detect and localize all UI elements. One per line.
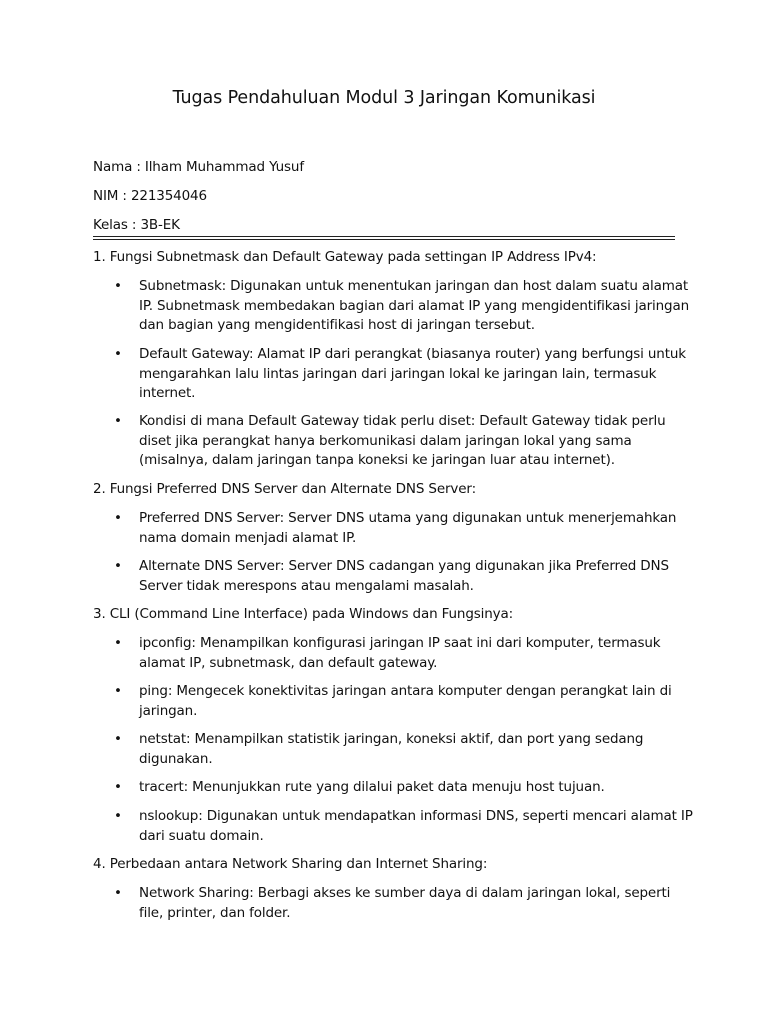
- list-item-3-1: [139, 634, 679, 673]
- section-heading-3: 3. CLI (Command Line Interface) pada Windows dan Fungsinya:: [93, 606, 513, 622]
- list-item-line: Kondisi di mana Default Gateway tidak perlu diset: Default Gateway tidak perlu: [139, 413, 666, 429]
- list-item-3-2: [139, 682, 679, 721]
- list-item-line: Server tidak merespons atau mengalami masalah.: [139, 577, 474, 594]
- list-item-line: ping: Mengecek konektivitas jaringan antara komputer dengan perangkat lain di: [139, 683, 672, 699]
- list-item-1-2: [139, 345, 686, 404]
- list-item-line: internet.: [139, 385, 196, 402]
- list-item-line: diset jika perangkat hanya berkomunikasi dalam jaringan lokal yang sama: [139, 432, 632, 449]
- list-item-line: digunakan.: [139, 750, 213, 767]
- list-item-line: (misalnya, dalam jaringan tanpa koneksi ke jaringan luar atau internet).: [139, 452, 615, 469]
- bullet-1-1: •: [114, 278, 122, 294]
- section-heading-1: 1. Fungsi Subnetmask dan Default Gateway pada settingan IP Address IPv4:: [93, 249, 597, 265]
- list-item-line: Preferred DNS Server: Server DNS utama yang digunakan untuk menerjemahkan: [139, 510, 677, 526]
- bullet-4-1: •: [114, 885, 122, 901]
- section-heading-4: 4. Perbedaan antara Network Sharing dan Internet Sharing:: [93, 856, 488, 872]
- bullet-1-2: •: [114, 346, 122, 362]
- list-item-line: file, printer, dan folder.: [139, 904, 291, 921]
- list-item-line: Alternate DNS Server: Server DNS cadangan yang digunakan jika Preferred DNS: [139, 558, 669, 574]
- list-item-1-3: [139, 412, 679, 471]
- bullet-3-4: •: [114, 779, 122, 795]
- double-rule-top: [93, 236, 675, 237]
- identity-nim: NIM : 221354046: [93, 188, 207, 204]
- list-item-4-1: [139, 884, 679, 923]
- list-item-line: ipconfig: Menampilkan konfigurasi jaringan IP saat ini dari komputer, termasuk: [139, 635, 661, 651]
- list-item-line: nama domain menjadi alamat IP.: [139, 529, 357, 546]
- list-item-2-1: [139, 509, 679, 548]
- list-item-1-1: [139, 277, 689, 336]
- list-item-line: IP. Subnetmask membedakan bagian dari alamat IP yang mengidentifikasi jaringan: [139, 297, 689, 314]
- list-item-3-3: [139, 730, 679, 769]
- identity-nama: Nama : Ilham Muhammad Yusuf: [93, 159, 304, 175]
- bullet-2-1: •: [114, 510, 122, 526]
- double-rule-bottom: [93, 239, 675, 240]
- list-item-line: dan bagian yang mengidentifikasi host di jaringan tersebut.: [139, 317, 535, 334]
- list-item-line: mengarahkan lalu lintas jaringan dari jaringan lokal ke jaringan lain, termasuk: [139, 365, 657, 382]
- list-item-line: alamat IP, subnetmask, dan default gateway.: [139, 654, 438, 671]
- list-item-line: Subnetmask: Digunakan untuk menentukan jaringan dan host dalam suatu alamat: [139, 278, 689, 294]
- document-title: Tugas Pendahuluan Modul 3 Jaringan Komunikasi: [172, 88, 596, 108]
- list-item-line: nslookup: Digunakan untuk mendapatkan informasi DNS, seperti mencari alamat IP: [139, 808, 693, 824]
- list-item-line: jaringan.: [139, 702, 198, 719]
- bullet-3-5: •: [114, 808, 122, 824]
- list-item-line: Network Sharing: Berbagi akses ke sumber daya di dalam jaringan lokal, seperti: [139, 885, 671, 901]
- list-item-2-2: [139, 557, 679, 596]
- list-item-line: tracert: Menunjukkan rute yang dilalui paket data menuju host tujuan.: [139, 779, 605, 795]
- section-heading-2: 2. Fungsi Preferred DNS Server dan Alternate DNS Server:: [93, 481, 476, 497]
- bullet-2-2: •: [114, 558, 122, 574]
- list-item-line: dari suatu domain.: [139, 827, 264, 844]
- bullet-3-3: •: [114, 731, 122, 747]
- list-item-line: Default Gateway: Alamat IP dari perangkat (biasanya router) yang berfungsi untuk: [139, 346, 686, 362]
- list-item-3-5: [139, 807, 693, 846]
- identity-kelas: Kelas : 3B-EK: [93, 217, 180, 233]
- list-item-3-4: [139, 778, 679, 798]
- bullet-3-2: •: [114, 683, 122, 699]
- list-item-line: netstat: Menampilkan statistik jaringan, koneksi aktif, dan port yang sedang: [139, 731, 644, 747]
- bullet-1-3: •: [114, 413, 122, 429]
- bullet-3-1: •: [114, 635, 122, 651]
